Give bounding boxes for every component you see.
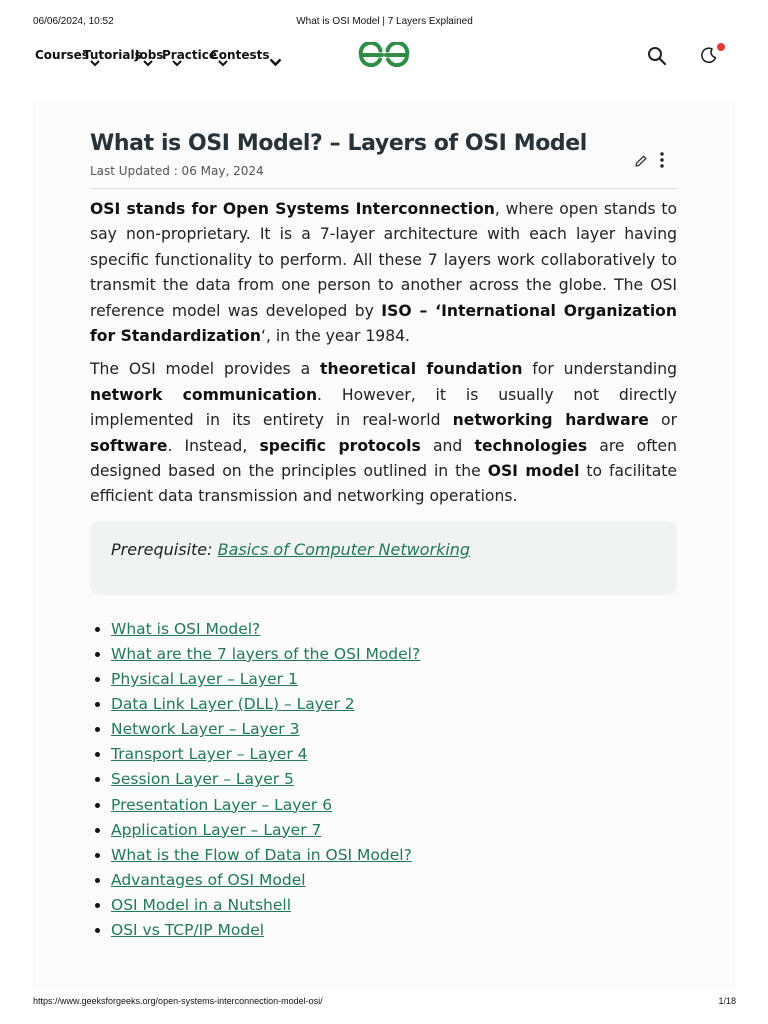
text: or bbox=[648, 411, 677, 430]
nav-item-courses[interactable]: Courses bbox=[35, 48, 89, 62]
geeksforgeeks-logo[interactable] bbox=[358, 42, 410, 72]
prerequisite-label: Prerequisite: bbox=[111, 539, 218, 559]
text: . Instead, bbox=[167, 436, 260, 455]
toc-link[interactable]: Advantages of OSI Model bbox=[111, 870, 306, 889]
nav-item-jobs[interactable]: Jobs bbox=[135, 48, 164, 62]
toc-item bbox=[111, 793, 677, 818]
toc-link[interactable]: Application Layer – Layer 7 bbox=[111, 820, 322, 839]
bold-text: network communication bbox=[90, 385, 318, 404]
toc-link[interactable]: Presentation Layer – Layer 6 bbox=[111, 795, 333, 814]
toc-item bbox=[111, 843, 677, 868]
toc-link[interactable]: Network Layer – Layer 3 bbox=[111, 720, 300, 739]
text: . However, it is usually not directly implemented in its entirety in real-world bbox=[90, 385, 677, 430]
nav-item-tutorials[interactable]: Tutorials bbox=[83, 48, 142, 62]
bold-text: specific protocols bbox=[259, 436, 421, 455]
last-updated: Last Updated : 06 May, 2024 bbox=[90, 164, 264, 178]
toc-link[interactable]: What is the Flow of Data in OSI Model? bbox=[111, 845, 412, 864]
text: and bbox=[420, 436, 475, 455]
text: The OSI model provides a bbox=[90, 360, 321, 379]
nav-item-contests[interactable]: Contests bbox=[210, 48, 270, 62]
toc-item bbox=[111, 868, 677, 893]
toc-link[interactable]: OSI Model in a Nutshell bbox=[111, 895, 292, 914]
prerequisite-box bbox=[90, 521, 677, 595]
bold-text: OSI stands for Open Systems Interconnection bbox=[90, 200, 495, 218]
text: for understanding bbox=[522, 360, 678, 379]
toc-link[interactable]: Physical Layer – Layer 1 bbox=[111, 670, 298, 689]
toc-link[interactable]: Data Link Layer (DLL) – Layer 2 bbox=[111, 695, 355, 714]
bold-text: technologies bbox=[474, 436, 588, 455]
pencil-icon[interactable] bbox=[634, 153, 648, 172]
chevron-down-icon[interactable] bbox=[269, 52, 282, 71]
toc-item bbox=[111, 742, 677, 767]
bold-text: software bbox=[90, 436, 168, 455]
toc-item bbox=[111, 642, 677, 667]
nav-item-practice[interactable]: Practice bbox=[162, 48, 218, 62]
toc-item bbox=[111, 692, 677, 717]
notification-dot bbox=[717, 43, 725, 51]
toc-item bbox=[111, 617, 677, 642]
prerequisite-text bbox=[111, 540, 470, 559]
toc-link[interactable]: OSI vs TCP/IP Model bbox=[111, 921, 265, 939]
bold-text: networking hardware bbox=[452, 411, 649, 430]
print-url: https://www.geeksforgeeks.org/open-systems-interconnection-model-osi/ bbox=[33, 996, 323, 1006]
print-header bbox=[33, 16, 736, 30]
toc-link[interactable]: What are the 7 layers of the OSI Model? bbox=[111, 644, 421, 663]
text: are often designed based on the principles outlined in the bbox=[90, 436, 677, 481]
print-doc-title: What is OSI Model | 7 Layers Explained bbox=[296, 16, 473, 27]
search-icon[interactable] bbox=[647, 46, 667, 70]
toc-item bbox=[111, 667, 677, 692]
article-title: What is OSI Model? – Layers of OSI Model bbox=[90, 131, 587, 156]
text: , where open stands to say non-proprietary. It is a 7-layer architecture with each layer having specific functionality to perform. All these 7 layers work collaboratively to transmit the data from one person to another across the globe. The OSI reference model was developed by bbox=[90, 200, 677, 320]
toc-item bbox=[111, 818, 677, 843]
toc-item bbox=[111, 918, 677, 943]
print-footer bbox=[33, 996, 736, 1010]
article-meta bbox=[90, 160, 677, 189]
article bbox=[90, 130, 677, 943]
toc-item bbox=[111, 893, 677, 918]
prerequisite-link[interactable]: Basics of Computer Networking bbox=[217, 539, 471, 559]
bold-text: OSI model bbox=[487, 462, 580, 481]
toc-link[interactable]: What is OSI Model? bbox=[111, 619, 261, 638]
toc-item bbox=[111, 717, 677, 742]
moon-icon[interactable] bbox=[700, 46, 718, 68]
intro-paragraph bbox=[90, 197, 677, 349]
toc-item bbox=[111, 767, 677, 792]
text: to facilitate efficient data transmission and networking operations. bbox=[90, 462, 678, 506]
table-of-contents bbox=[90, 617, 677, 943]
print-datetime: 06/06/2024, 10:52 bbox=[33, 16, 114, 27]
bold-text: theoretical foundation bbox=[320, 360, 523, 379]
article-card bbox=[33, 100, 735, 990]
overview-paragraph bbox=[90, 357, 677, 509]
bold-text: ISO – ‘International Organization for Standardization bbox=[90, 301, 677, 346]
toc-link[interactable]: Session Layer – Layer 5 bbox=[111, 770, 294, 789]
more-vertical-icon[interactable] bbox=[659, 151, 665, 173]
text: ‘, in the year 1984. bbox=[261, 327, 411, 346]
page-number: 1/18 bbox=[718, 996, 736, 1006]
toc-link[interactable]: Transport Layer – Layer 4 bbox=[111, 745, 308, 764]
site-nav bbox=[35, 40, 733, 74]
